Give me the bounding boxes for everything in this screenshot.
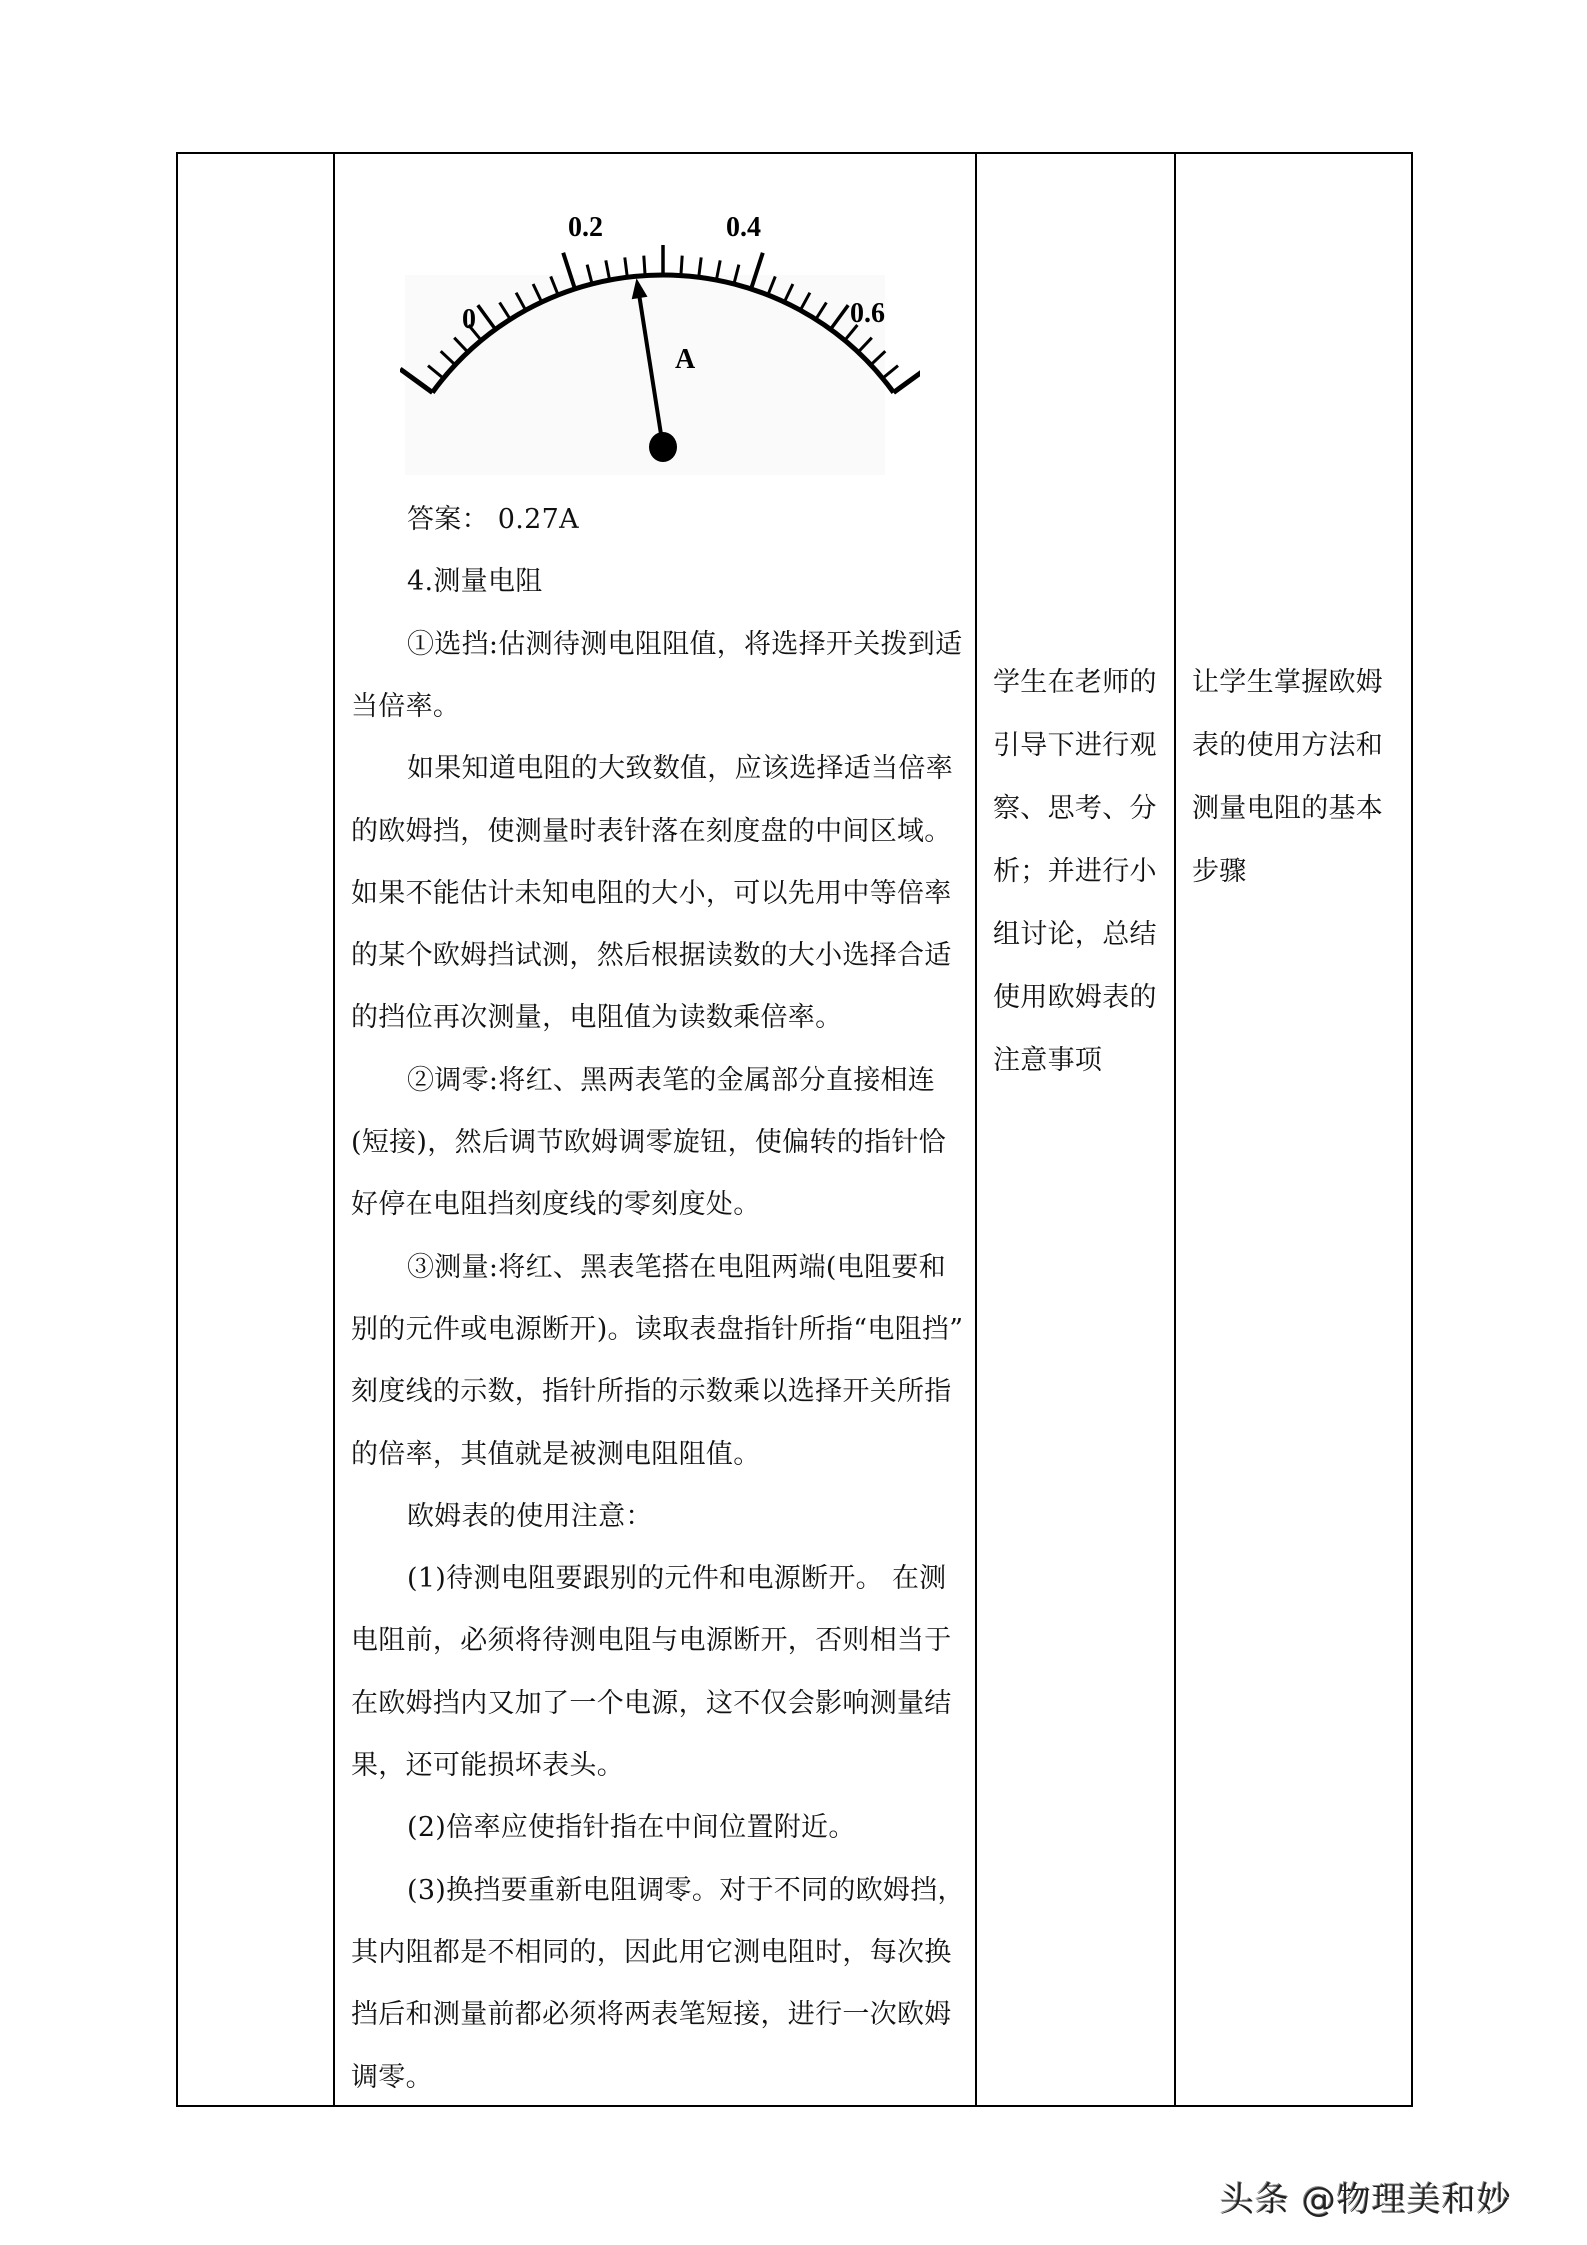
needle-pivot: [649, 432, 677, 462]
text-line: (2)倍率应使指针指在中间位置附近。: [407, 1812, 856, 1844]
dial-ticks: [400, 245, 920, 393]
text-line: ③测量:将红、黑表笔搭在电阻两端(电阻要和: [407, 1251, 946, 1283]
text-line: 表的使用方法和: [1192, 730, 1384, 761]
text-line: 果，还可能损坏表头。: [351, 1750, 624, 1781]
text-line: 如果知道电阻的大致数值，应该选择适当倍率: [407, 753, 953, 785]
tick-label-0-4: 0.4: [726, 212, 761, 243]
text-line: 4.测量电阻: [407, 566, 543, 598]
ammeter-dial-figure: [400, 190, 920, 480]
text-line: ①选挡:估测待测电阻阻值，将选择开关拨到适: [407, 628, 963, 660]
text-line: 注意事项: [993, 1045, 1103, 1076]
text-line: 察、思考、分: [993, 793, 1157, 824]
needle-arrowhead-icon: [632, 278, 648, 299]
text-line: 让学生掌握欧姆: [1192, 667, 1384, 698]
text-line: 的欧姆挡，使测量时表针落在刻度盘的中间区域。: [351, 815, 952, 847]
column-divider-2: [975, 152, 977, 2107]
text-line: ②调零:将红、黑两表笔的金属部分直接相连: [407, 1064, 936, 1096]
text-line: 调零。: [351, 2061, 433, 2093]
text-line: 当倍率。: [351, 690, 461, 722]
text-line: 好停在电阻挡刻度线的零刻度处。: [351, 1189, 761, 1221]
text-line: 其内阻都是不相同的，因此用它测电阻时，每次换: [351, 1936, 952, 1968]
tick-label-0-6: 0.6: [850, 298, 885, 329]
text-line: 欧姆表的使用注意：: [407, 1500, 653, 1532]
text-line: 组讨论，总结: [993, 919, 1157, 950]
text-line: (短接)，然后调节欧姆调零旋钮，使偏转的指针恰: [351, 1127, 946, 1158]
column-divider-3: [1174, 152, 1176, 2107]
text-line: 使用欧姆表的: [993, 982, 1157, 1013]
text-line: 刻度线的示数，指针所指的示数乘以选择开关所指: [351, 1376, 952, 1408]
text-line: 析；并进行小: [993, 856, 1157, 887]
column-divider-1: [333, 152, 335, 2107]
text-line: 测量电阻的基本: [1192, 793, 1384, 824]
watermark: 头条 @物理美和妙: [1220, 2180, 1512, 2220]
text-line: (1)待测电阻要跟别的元件和电源断开。 在测: [407, 1563, 947, 1595]
text-line: 如果不能估计未知电阻的大小，可以先用中等倍率: [351, 877, 952, 909]
text-line: 的倍率，其值就是被测电阻阻值。: [351, 1438, 761, 1470]
text-line: 答案： 0.27A: [407, 504, 579, 535]
text-line: 的挡位再次测量，电阻值为读数乘倍率。: [351, 1002, 843, 1034]
text-line: 挡后和测量前都必须将两表笔短接，进行一次欧姆: [351, 1999, 952, 2031]
tick-label-0: 0: [462, 304, 476, 335]
text-line: (3)换挡要重新电阻调零。对于不同的欧姆挡，: [407, 1874, 965, 1906]
meter-needle: [639, 292, 663, 447]
text-line: 的某个欧姆挡试测，然后根据读数的大小选择合适: [351, 940, 952, 972]
unit-label: A: [675, 344, 696, 375]
text-line: 学生在老师的: [993, 667, 1157, 698]
text-line: 别的元件或电源断开)。读取表盘指针所指“电阻挡”: [351, 1313, 964, 1345]
dial-arc: [432, 275, 893, 393]
tick-label-0-2: 0.2: [568, 212, 603, 243]
text-line: 引导下进行观: [993, 730, 1157, 761]
text-line: 电阻前，必须将待测电阻与电源断开，否则相当于: [351, 1625, 952, 1657]
text-line: 在欧姆挡内又加了一个电源，这不仅会影响测量结: [351, 1687, 952, 1719]
text-line: 步骤: [1192, 856, 1247, 887]
